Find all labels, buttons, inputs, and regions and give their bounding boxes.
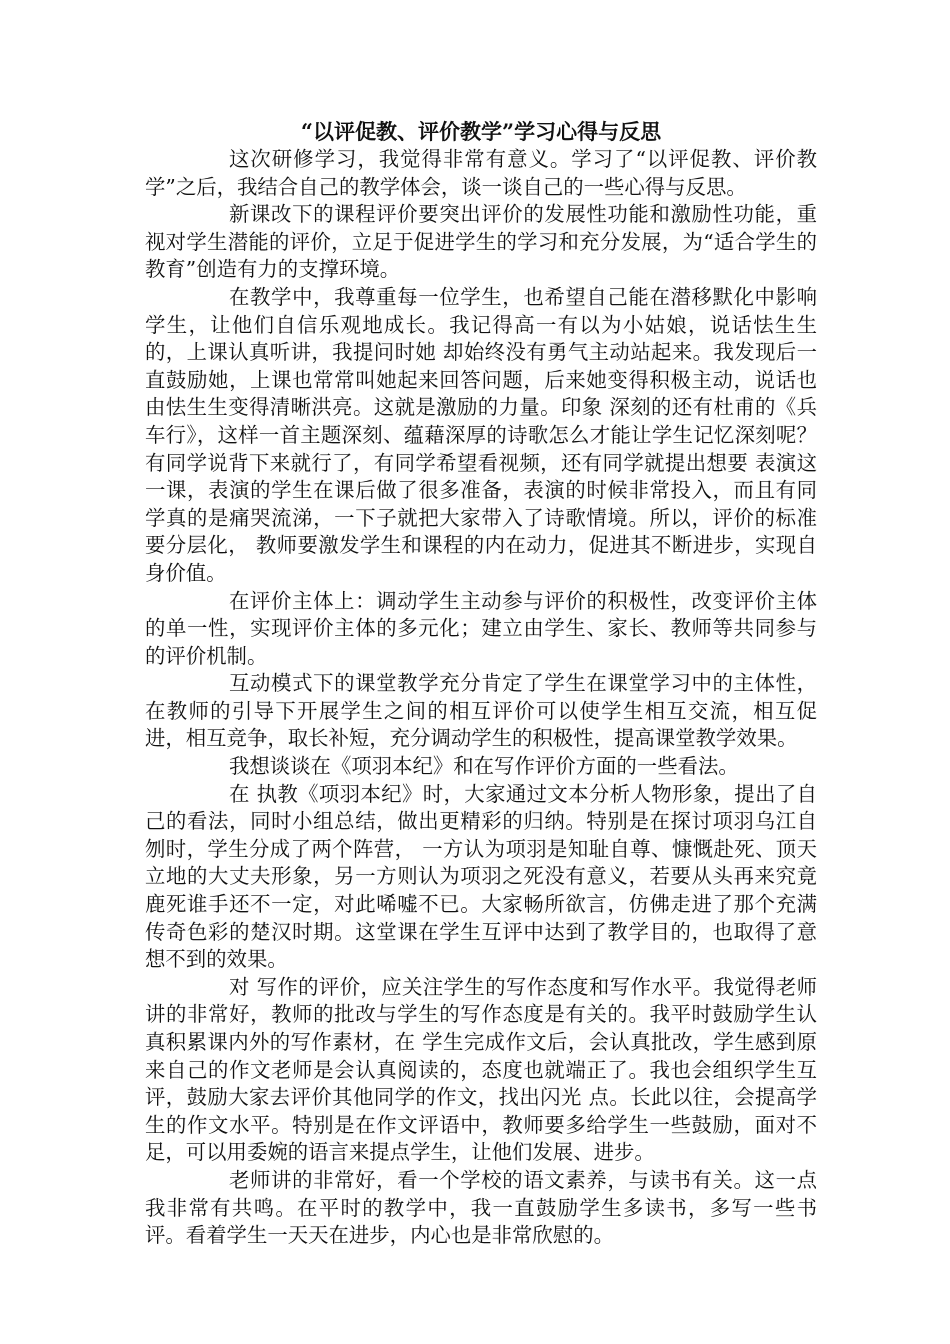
paragraph-teaching-examples: 在教学中，我尊重每一位学生，也希望自己能在潜移默化中影响学生，让他们自信乐观地成长。我记得高一有以为小姑娘，说话怯生生的，上课认真听讲，我提问时她 却始终没有勇气主动站起来。我发现后一直鼓励她，上课也常常叫她起来回答问题，后来她变得积极主动，说话也由怯生生变得清晰洪亮。这就是激励的力量。印象 深刻的还有杜甫的《兵车行》，这样一首主题深刻、蕴藉深厚的诗歌怎么才能让学生记忆深刻呢？有同学说背下来就行了，有同学希望看视频，还有同学就提出想要 表演这一课，表演的学生在课后做了很多准备，表演的时候非常投入，而且有同学真的是痛哭流涕，一下子就把大家带入了诗歌情境。所以，评价的标准要分层化， 教师要激发学生和课程的内在动力，促进其不断进步，实现自身价值。: [145, 284, 817, 585]
document-title: “以评促教、评价教学”学习心得与反思: [300, 119, 662, 144]
document-page: [145, 118, 817, 1250]
paragraph-reading: 老师讲的非常好，看一个学校的语文素养，与读书有关。这一点我非常有共鸣。在平时的教学中，我一直鼓励学生多读书，多写一些书评。看着学生一天天在进步，内心也是非常欣慰的。: [145, 1167, 817, 1248]
paragraph-xiangyu: 在 执教《项羽本纪》时，大家通过文本分析人物形象，提出了自己的看法，同时小组总结，做出更精彩的归纳。特别是在探讨项羽乌江自刎时，学生分成了两个阵营， 一方认为项羽是知耻自尊、慷慨赴死、顶天立地的大丈夫形象，另一方则认为项羽之死没有意义，若要从头再来究竟鹿死谁手还不一定，对此唏嘘不已。大家畅所欲言，仿佛走进了那个充满传奇色彩的楚汉时期。这堂课在学生互评中达到了教学目的，也取得了意想不到的效果。: [145, 781, 817, 972]
paragraph-intro: 这次研修学习，我觉得非常有意义。学习了“以评促教、评价教学”之后，我结合自己的教学体会，谈一谈自己的一些心得与反思。: [145, 147, 817, 199]
paragraph-writing-evaluation: 对 写作的评价，应关注学生的写作态度和写作水平。我觉得老师讲的非常好，教师的批改与学生的写作态度是有关的。我平时鼓励学生认真积累课内外的写作素材，在 学生完成作文后，会认真批改，学生感到原来自己的作文老师是会认真阅读的，态度也就端正了。我也会组织学生互评，鼓励大家去评价其他同学的作文，找出闪光 点。长此以往，会提高学生的作文水平。特别是在作文评语中，教师要多给学生一些鼓励，面对不足，可以用委婉的语言来提点学生，让他们发展、进步。: [145, 974, 817, 1165]
paragraph-interactive-mode: 互动模式下的课堂教学充分肯定了学生在课堂学习中的主体性，在教师的引导下开展学生之间的相互评价可以使学生相互交流，相互促进，相互竞争，取长补短，充分调动学生的积极性，提高课堂教学效果。: [145, 671, 817, 751]
paragraph-curriculum-reform: 新课改下的课程评价要突出评价的发展性功能和激励性功能，重视对学生潜能的评价，立足于促进学生的学习和充分发展，为“适合学生的教育”创造有力的支撑环境。: [145, 202, 817, 282]
paragraph-evaluation-subject: 在评价主体上：调动学生主动参与评价的积极性，改变评价主体的单一性，实现评价主体的多元化；建立由学生、家长、教师等共同参与的评价机制。: [145, 588, 817, 668]
paragraph-topic-intro: 我想谈谈在《项羽本纪》和在写作评价方面的一些看法。: [229, 754, 739, 779]
